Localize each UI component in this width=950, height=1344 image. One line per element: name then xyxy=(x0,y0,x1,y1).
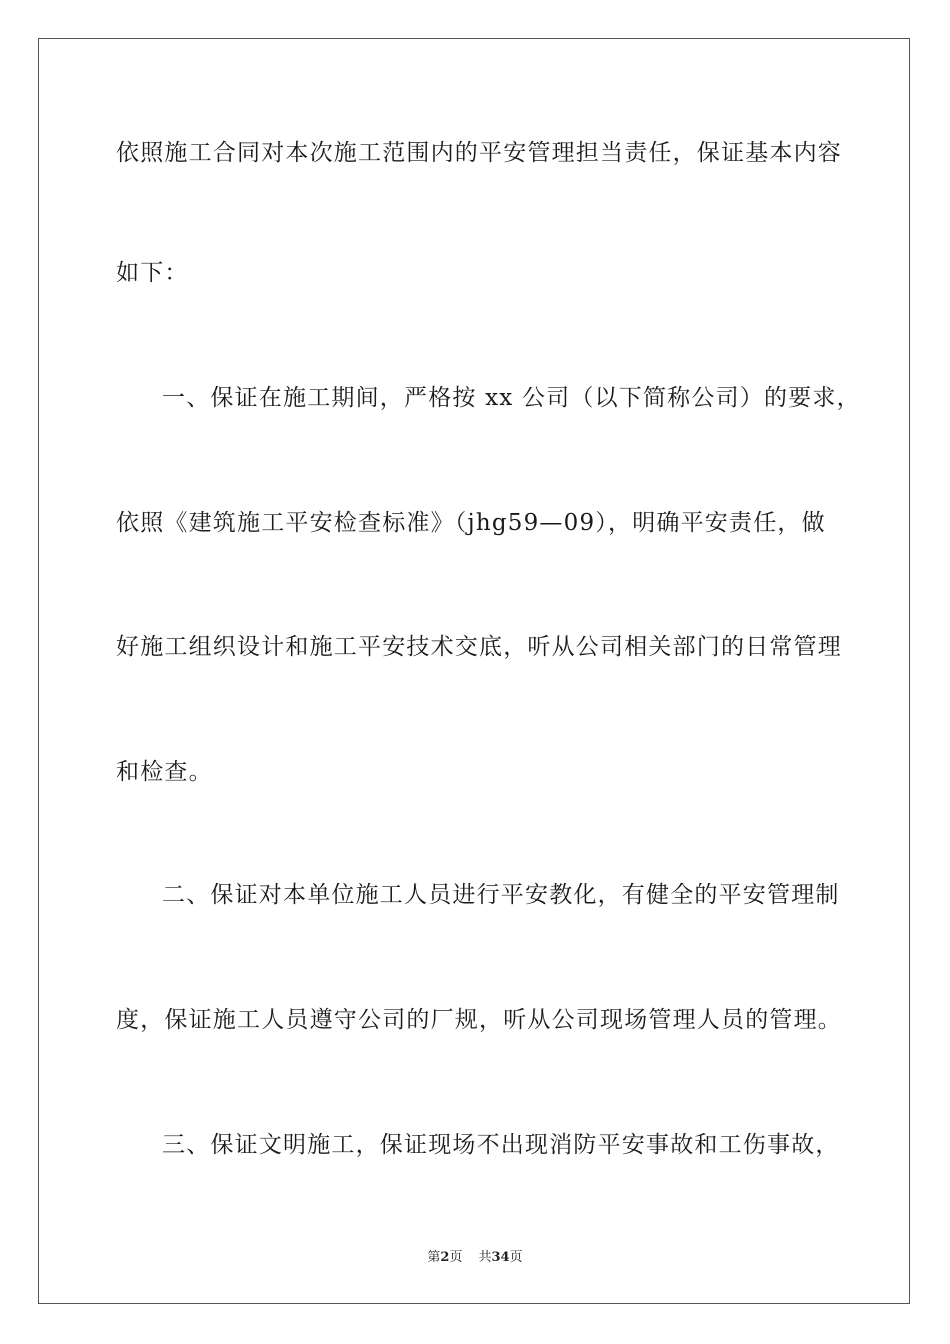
text-line-8: 度，保证施工人员遵守公司的厂规，听从公司现场管理人员的管理。 xyxy=(116,1007,842,1033)
page-number: 2 xyxy=(440,1250,450,1265)
text-line-4: 依照《建筑施工平安检查标准》（jhg59—09），明确平安责任，做 xyxy=(116,510,826,536)
total-suffix: 页 xyxy=(509,1250,523,1265)
total-prefix: 共 xyxy=(478,1250,492,1265)
total-pages: 34 xyxy=(491,1250,510,1265)
text-line-9: 三、保证文明施工，保证现场不出现消防平安事故和工伤事故， xyxy=(162,1132,840,1158)
text-line-1: 依照施工合同对本次施工范围内的平安管理担当责任，保证基本内容 xyxy=(116,140,842,166)
text-line-7: 二、保证对本单位施工人员进行平安教化，有健全的平安管理制 xyxy=(162,882,840,908)
page-border xyxy=(38,38,910,1304)
page-prefix: 第 xyxy=(427,1250,441,1265)
page-suffix: 页 xyxy=(449,1250,463,1265)
text-line-5: 好施工组织设计和施工平安技术交底，听从公司相关部门的日常管理 xyxy=(116,634,842,660)
page-footer xyxy=(0,1246,950,1265)
text-line-3: 一、保证在施工期间，严格按 xx 公司（以下简称公司）的要求， xyxy=(162,385,861,411)
text-line-2: 如下： xyxy=(116,260,189,286)
text-line-6: 和检查。 xyxy=(116,759,213,785)
